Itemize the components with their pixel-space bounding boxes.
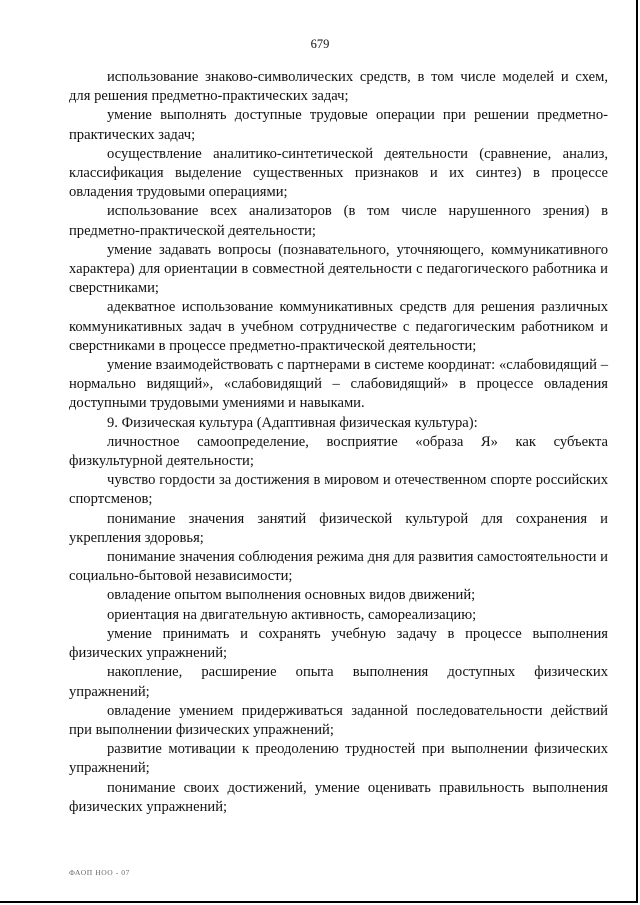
paragraph: осуществление аналитико-синтетической деятельности (сравнение, анализ, классификация выделение существенных признаков и их синтез) в процессе овладения трудовыми операциями; [69,145,608,201]
paragraph: использование знаково-символических средств, в том числе моделей и схем, для решения предметно-практических задач; [69,69,608,105]
footer-code: ФАОП НОО - 07 [69,868,130,877]
paragraph: накопление, расширение опыта выполнения доступных физических упражнений; [69,664,608,700]
paragraph: понимание значения занятий физической культурой для сохранения и укрепления здоровья; [69,510,608,546]
paragraph: адекватное использование коммуникативных средств для решения различных коммуникативных задач в учебном сотрудничестве с педагогическим работником и сверстниками в процессе предметно-практической деятельности; [69,299,608,354]
section-heading: 9. Физическая культура (Адаптивная физическая культура): [107,414,478,431]
paragraph: личностное самоопределение, восприятие «образа Я» как субъекта физкультурной деятельности; [69,433,608,470]
document-body [69,68,608,817]
paragraph: умение взаимодействовать с партнерами в системе координат: «слабовидящий – нормально видящий», «слабовидящий – слабовидящий» в процессе овладения доступными трудовыми умениями и навыками. [69,357,608,412]
paragraph: умение задавать вопросы (познавательного, уточняющего, коммуникативного характера) для ориентации в совместной деятельности с педагогического работника и сверстниками; [69,241,608,297]
paragraph: понимание своих достижений, умение оценивать правильность выполнения физических упражнений; [69,779,608,815]
page-number: 679 [310,37,330,51]
paragraph: овладение умением придерживаться заданной последовательности действий при выполнении физических упражнений; [69,702,608,738]
paragraph: понимание значения соблюдения режима дня для развития самостоятельности и социально-бытовой независимости; [69,549,608,585]
paragraph: овладение опытом выполнения основных видов движений; [107,587,476,604]
paragraph: использование всех анализаторов (в том числе нарушенного зрения) в предметно-практической деятельности; [69,203,608,239]
paragraph: развитие мотивации к преодолению трудностей при выполнении физических упражнений; [69,741,608,777]
paragraph: умение выполнять доступные трудовые операции при решении предметно-практических задач; [69,107,608,143]
paragraph: умение принимать и сохранять учебную задачу в процессе выполнения физических упражнений; [69,625,608,662]
paragraph: чувство гордости за достижения в мировом и отечественном спорте российских спортсменов; [69,472,608,508]
paragraph: ориентация на двигательную активность, самореализацию; [107,606,477,623]
